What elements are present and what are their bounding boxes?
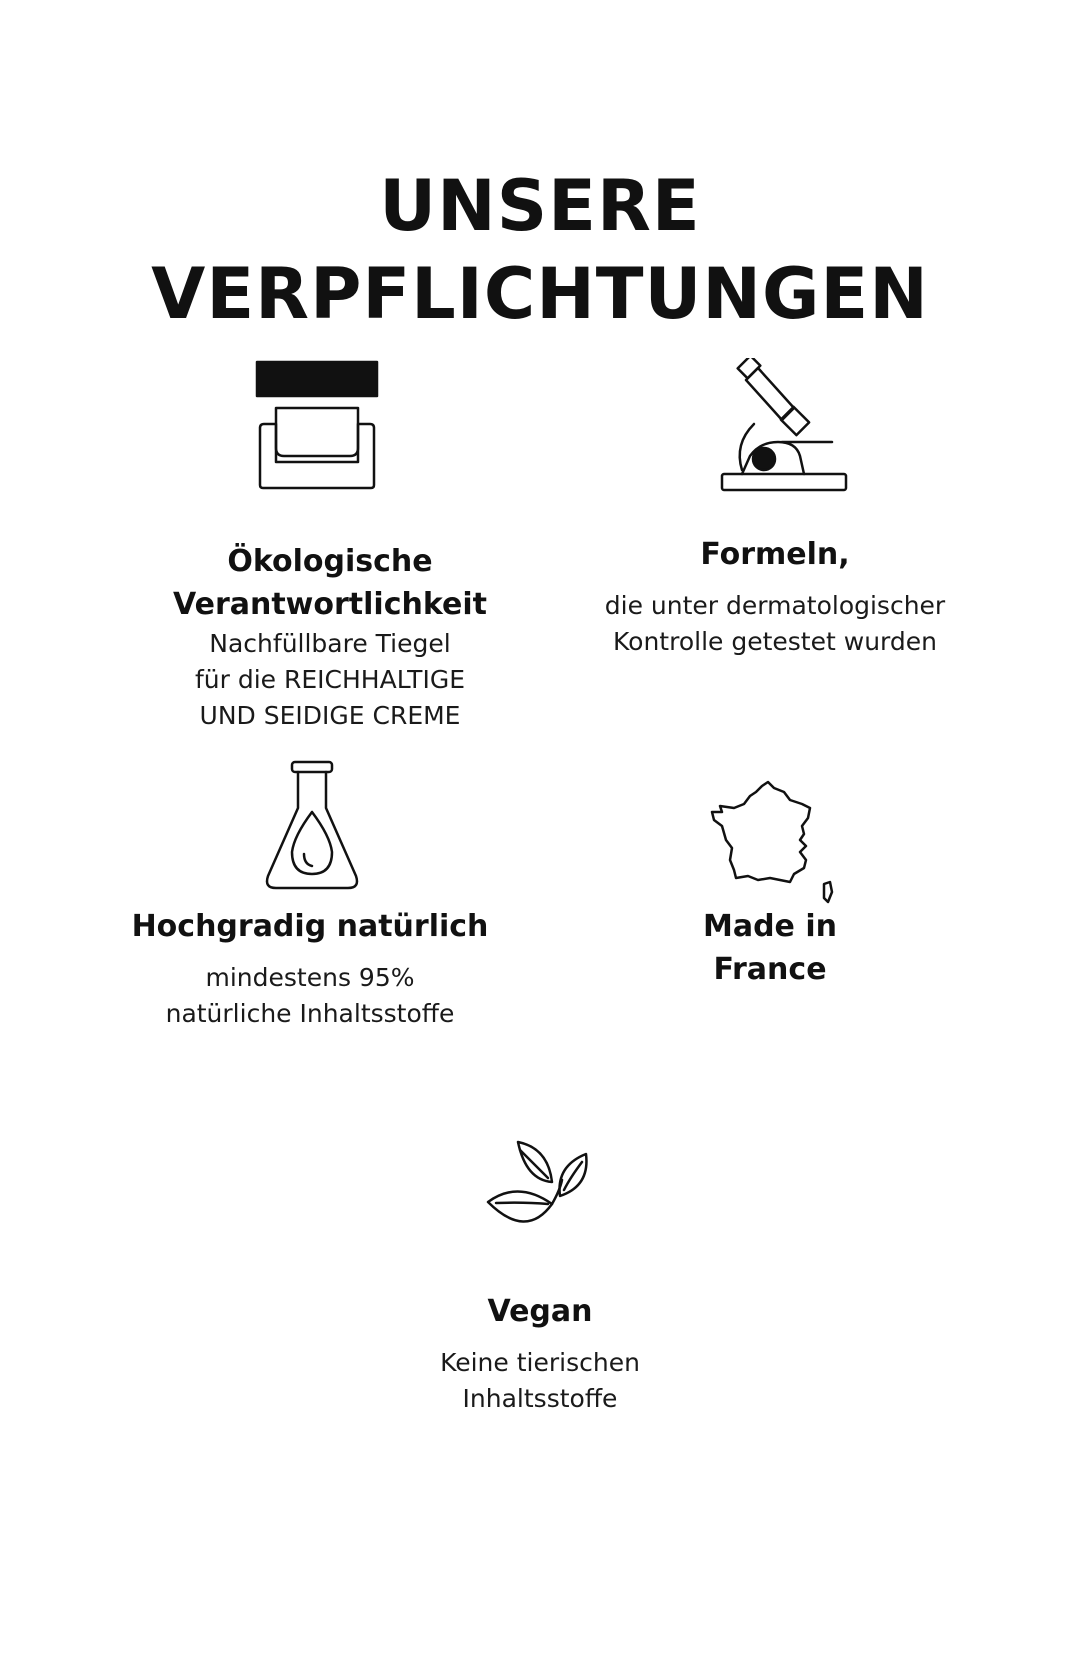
page-title xyxy=(0,162,1080,338)
heading-line: France xyxy=(713,952,827,987)
commitment-heading xyxy=(340,1290,740,1333)
description-line: Nachfüllbare Tiegel xyxy=(209,629,451,658)
title-line-2: VERPFLICHTUNGEN xyxy=(151,253,929,335)
commitment-heading xyxy=(600,905,940,991)
description-line: UND SEIDIGE CREME xyxy=(199,701,461,730)
heading-line: Formeln, xyxy=(700,537,850,572)
commitment-vegan xyxy=(340,1290,740,1417)
heading-line: Made in xyxy=(702,909,837,944)
heading-line: Hochgradig natürlich xyxy=(131,909,489,944)
commitment-heading xyxy=(110,905,510,948)
description-line: Kontrolle getestet wurden xyxy=(613,627,937,656)
commitment-description xyxy=(590,588,960,660)
commitment-description xyxy=(140,626,520,734)
flask-drop-icon xyxy=(264,760,360,892)
title-line-1: UNSERE xyxy=(379,165,701,247)
heading-line: Verantwortlichkeit xyxy=(173,587,487,622)
leaves-icon xyxy=(486,1140,590,1246)
heading-line: Vegan xyxy=(487,1294,593,1329)
commitment-heading xyxy=(590,533,960,576)
description-line: Inhaltsstoffe xyxy=(462,1384,618,1413)
commitment-dermatology xyxy=(590,533,960,660)
description-line: natürliche Inhaltsstoffe xyxy=(165,999,455,1028)
jar-icon xyxy=(252,360,382,492)
commitment-description xyxy=(340,1345,740,1417)
heading-line: Ökologische xyxy=(227,544,433,579)
commitment-ecology xyxy=(140,540,520,734)
description-line: für die REICHHALTIGE xyxy=(194,665,465,694)
description-line: mindestens 95% xyxy=(205,963,415,992)
commitment-heading xyxy=(140,540,520,626)
commitment-natural xyxy=(110,905,510,1032)
description-line: Keine tierischen xyxy=(440,1348,640,1377)
commitment-description xyxy=(110,960,510,1032)
commitment-made-in-france xyxy=(600,905,940,991)
microscope-icon xyxy=(720,358,850,492)
france-map-icon xyxy=(710,780,840,910)
description-line: die unter dermatologischer xyxy=(604,591,946,620)
